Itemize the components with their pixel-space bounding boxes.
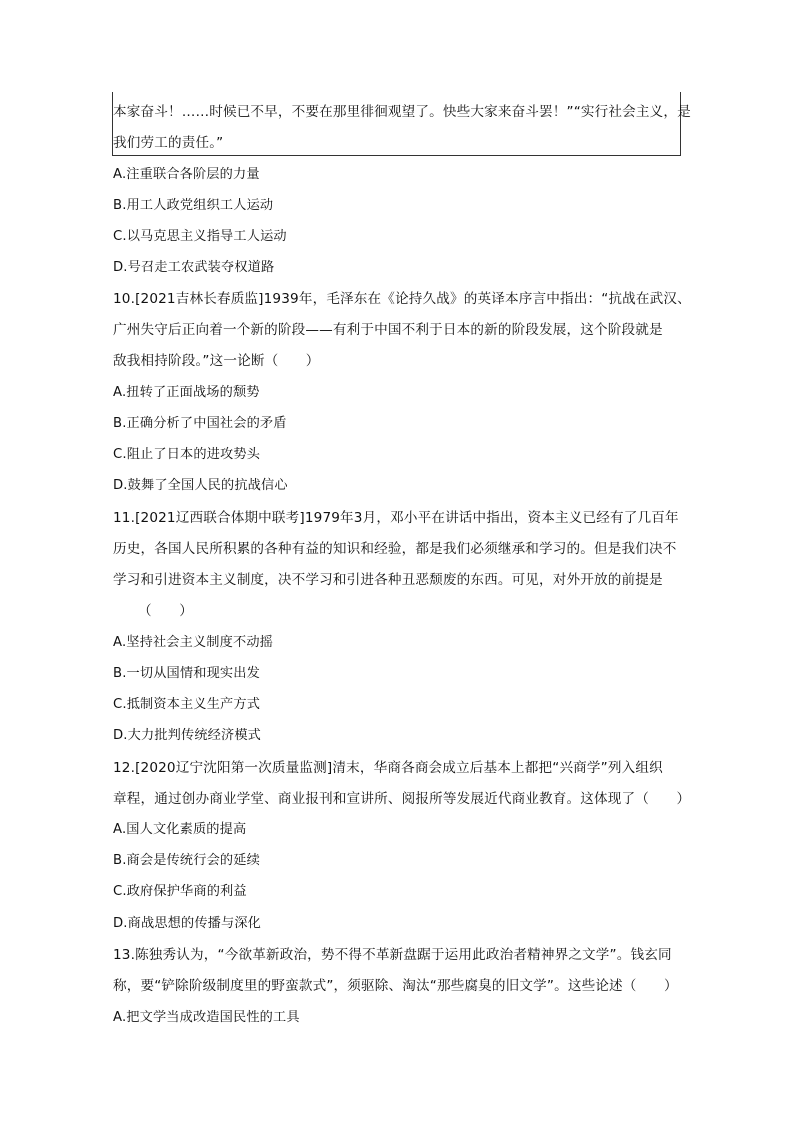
q11-option-d: D.大力批判传统经济模式 <box>113 728 262 743</box>
q11-option-b: B.一切从国情和现实出发 <box>113 666 260 681</box>
q12-stem-line-2: 章程，通过创办商业学堂、商业报刊和宣讲所、阅报所等发展近代商业教育。这体现了（ ） <box>113 791 691 807</box>
q10-option-d: D.鼓舞了全国人民的抗战信心 <box>113 478 288 493</box>
q12-option-b: B.商会是传统行会的延续 <box>113 853 260 868</box>
q9-option-c: C.以马克思主义指导工人运动 <box>113 229 287 244</box>
quote-line-1: 本家奋斗！……时候已不早，不要在那里徘徊观望了。快些大家来奋斗罢！”“实行社会主义，是 <box>113 104 691 120</box>
q13-stem-line-2: 称，要“铲除阶级制度里的野蛮款式”，须驱除、淘汰“那些腐臭的旧文学”。这些论述（ ） <box>113 978 678 994</box>
q11-stem-line-1: 11.[2021辽西联合体期中联考]1979年3月，邓小平在讲话中指出，资本主义已经有了几百年 <box>113 510 679 526</box>
q9-option-d: D.号召走工农武装夺权道路 <box>113 260 275 275</box>
q11-stem-line-3: 学习和引进资本主义制度，决不学习和引进各种丑恶颓废的东西。可见，对外开放的前提是 <box>113 572 663 588</box>
q13-stem-line-1: 13.陈独秀认为，“今欲革新政治，势不得不革新盘踞于运用此政治者精神界之文学”。钱玄同 <box>113 947 672 963</box>
q11-stem-line-2: 历史，各国人民所积累的各种有益的知识和经验，都是我们必须继承和学习的。但是我们决不 <box>113 541 677 557</box>
q10-option-a: A.扭转了正面战场的颓势 <box>113 385 260 400</box>
quote-line-2: 我们劳工的责任。” <box>113 135 224 151</box>
q12-option-d: D.商战思想的传播与深化 <box>113 916 262 931</box>
q11-answer-blank: （ ） <box>138 603 193 619</box>
q9-option-a: A.注重联合各阶层的力量 <box>113 167 260 182</box>
q12-stem-line-1: 12.[2020辽宁沈阳第一次质量监测]清末，华商各商会成立后基本上都把“兴商学”列入组织 <box>113 760 663 776</box>
q10-option-c: C.阻止了日本的进攻势头 <box>113 447 261 462</box>
q12-option-c: C.政府保护华商的利益 <box>113 884 247 899</box>
q10-stem-line-2: 广州失守后正向着一个新的阶段——有利于中国不利于日本的新的阶段发展，这个阶段就是 <box>113 322 663 338</box>
q12-option-a: A.国人文化素质的提高 <box>113 822 247 837</box>
q13-option-a: A.把文学当成改造国民性的工具 <box>113 1010 300 1025</box>
q10-option-b: B.正确分析了中国社会的矛盾 <box>113 416 287 431</box>
q9-option-b: B.用工人政党组织工人运动 <box>113 198 274 213</box>
q10-stem-line-1: 10.[2021吉林长春质监]1939年，毛泽东在《论持久战》的英译本序言中指出：“抗战在武汉、 <box>113 291 691 307</box>
q10-stem-line-3: 敌我相持阶段。”这一论断（ ） <box>113 353 320 369</box>
q11-option-a: A.坚持社会主义制度不动摇 <box>113 635 273 650</box>
q11-option-c: C.抵制资本主义生产方式 <box>113 697 261 712</box>
